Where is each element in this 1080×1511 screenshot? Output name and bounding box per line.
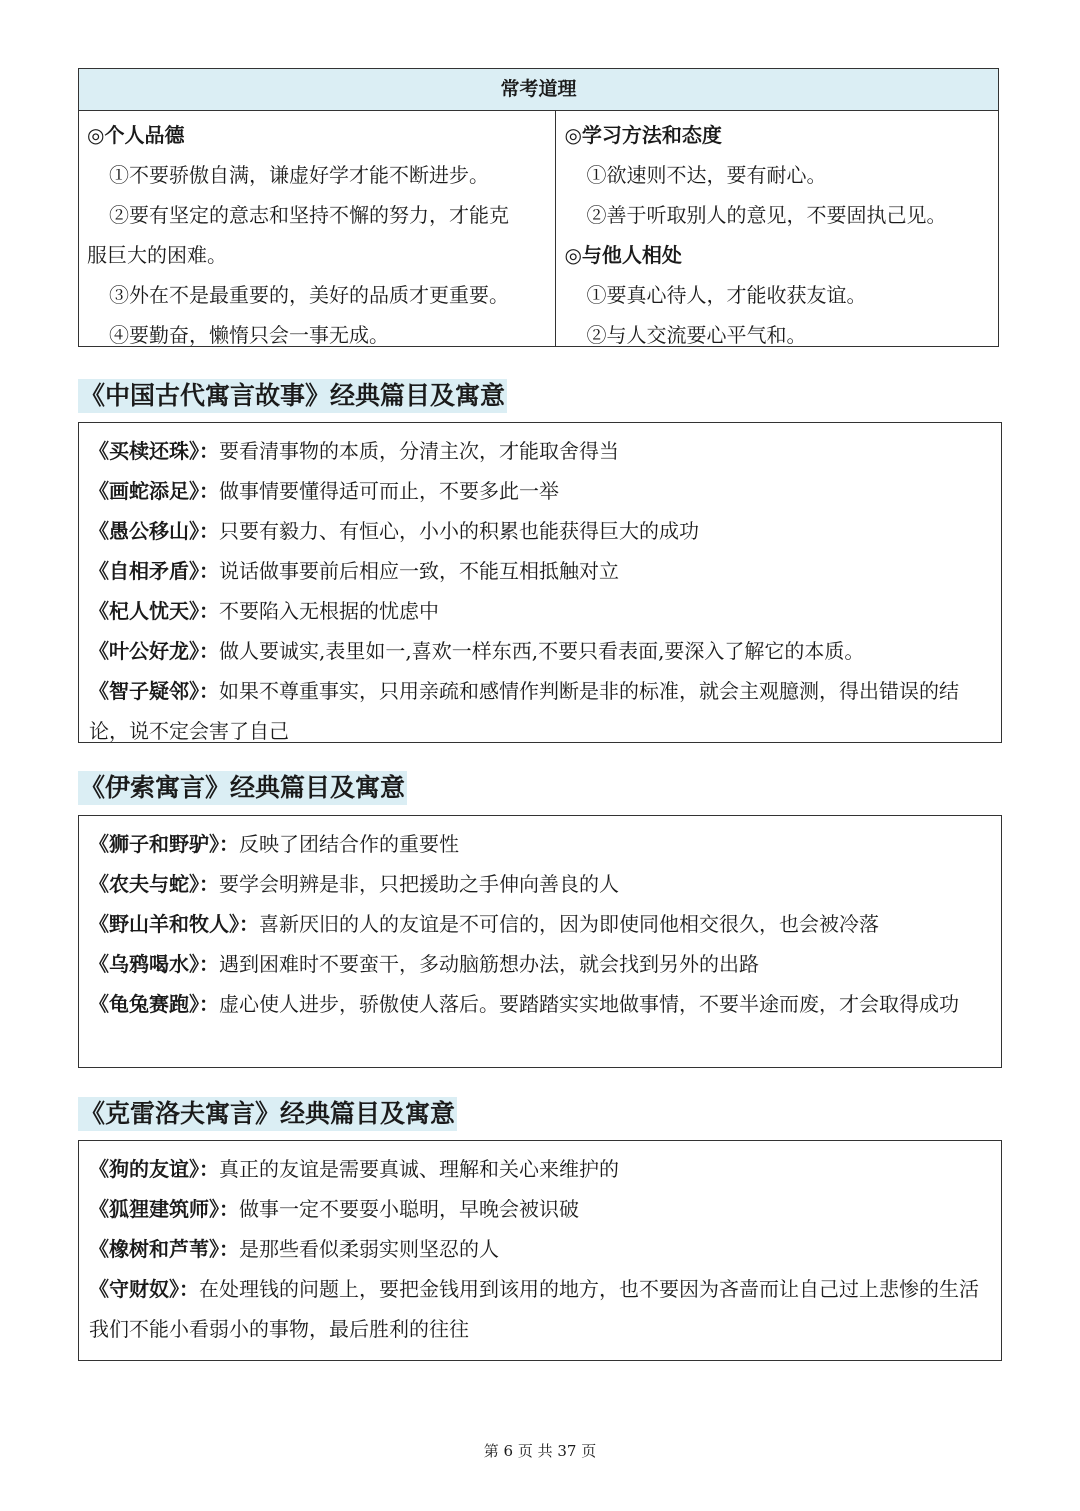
fable-moral: 如果不尊重事实，只用亲疏和感情作判断是非的标准，就会主观臆测，得出错误的结论，说不定会害了自己 xyxy=(89,679,959,743)
group-title: ◎与他人相处 xyxy=(564,243,682,267)
fable-title: 《愚公移山》： xyxy=(89,519,219,543)
fable-entry xyxy=(89,471,987,511)
list-item: ②善于听取别人的意见，不要固执己见。 xyxy=(586,203,947,227)
section-heading: 《克雷洛夫寓言》经典篇目及寓意 xyxy=(78,1097,457,1131)
fable-entry xyxy=(89,1269,987,1349)
fable-moral: 喜新厌旧的人的友谊是不可信的，因为即使同他相交很久，也会被冷落 xyxy=(259,912,879,936)
fable-entry xyxy=(89,671,987,751)
fable-title: 《乌鸦喝水》： xyxy=(89,952,219,976)
fable-moral: 要学会明辨是非，只把援助之手伸向善良的人 xyxy=(219,872,619,896)
fable-moral: 遇到困难时不要蛮干，多动脑筋想办法，就会找到另外的出路 xyxy=(219,952,759,976)
fable-moral: 在处理钱的问题上，要把金钱用到该用的地方，也不要因为吝啬而让自己过上悲惨的生活我们不能小看弱小的事物，最后胜利的往往 xyxy=(89,1277,979,1341)
fable-entry xyxy=(89,591,987,631)
fable-moral: 反映了团结合作的重要性 xyxy=(239,832,459,856)
fable-entry xyxy=(89,1189,987,1229)
fable-entry xyxy=(89,984,987,1024)
fable-moral: 说话做事要前后相应一致，不能互相抵触对立 xyxy=(219,559,619,583)
group-title: ◎个人品德 xyxy=(87,123,185,147)
fable-box-aesop xyxy=(78,815,1002,1068)
list-item: ②要有坚定的意志和坚持不懈的努力，才能克 xyxy=(109,203,509,227)
fable-box-chinese xyxy=(78,422,1002,743)
fable-moral: 不要陷入无根据的忧虑中 xyxy=(219,599,439,623)
fable-entry xyxy=(89,944,987,984)
list-item: ④要勤奋，懒惰只会一事无成。 xyxy=(109,323,389,347)
page-number: 第 6 页 共 37 页 xyxy=(483,1442,597,1460)
fable-title: 《橡树和芦苇》： xyxy=(89,1237,239,1261)
list-item: ①要真心待人，才能收获友谊。 xyxy=(586,283,867,307)
common-principles-table xyxy=(78,68,999,347)
fable-entry xyxy=(89,864,987,904)
fable-title: 《龟兔赛跑》： xyxy=(89,992,219,1016)
fable-moral: 做事情要懂得适可而止，不要多此一举 xyxy=(219,479,559,503)
fable-moral: 只要有毅力、有恒心，小小的积累也能获得巨大的成功 xyxy=(219,519,699,543)
fable-title: 《智子疑邻》： xyxy=(89,679,219,703)
fable-title: 《叶公好龙》： xyxy=(89,639,219,663)
fable-title: 《画蛇添足》： xyxy=(89,479,219,503)
fable-box-krylov xyxy=(78,1140,1002,1361)
study-and-social-column xyxy=(556,111,998,347)
fable-moral: 做人要诚实,表里如一,喜欢一样东西,不要只看表面,要深入了解它的本质。 xyxy=(219,639,865,663)
fable-entry xyxy=(89,1149,987,1189)
section-heading: 《中国古代寓言故事》经典篇目及寓意 xyxy=(78,379,507,413)
fable-entry xyxy=(89,431,987,471)
group-title: ◎学习方法和态度 xyxy=(564,123,722,147)
fable-entry xyxy=(89,904,987,944)
fable-entry xyxy=(89,1229,987,1269)
fable-title: 《狗的友谊》： xyxy=(89,1157,219,1181)
personal-virtue-column xyxy=(79,111,556,347)
fable-entry xyxy=(89,824,987,864)
list-item: ②与人交流要心平气和。 xyxy=(586,323,807,347)
list-item: ①不要骄傲自满，谦虚好学才能不断进步。 xyxy=(109,163,489,187)
table-header: 常考道理 xyxy=(79,69,998,111)
list-item: 服巨大的困难。 xyxy=(87,243,227,267)
fable-title: 《野山羊和牧人》： xyxy=(89,912,259,936)
list-item: ③外在不是最重要的，美好的品质才更重要。 xyxy=(109,283,509,307)
fable-moral: 真正的友谊是需要真诚、理解和关心来维护的 xyxy=(219,1157,619,1181)
fable-moral: 做事一定不要耍小聪明，早晚会被识破 xyxy=(239,1197,579,1221)
section-heading: 《伊索寓言》经典篇目及寓意 xyxy=(78,771,407,805)
fable-title: 《买椟还珠》： xyxy=(89,439,219,463)
fable-moral: 是那些看似柔弱实则坚忍的人 xyxy=(239,1237,499,1261)
fable-entry xyxy=(89,551,987,591)
fable-entry xyxy=(89,631,987,671)
fable-title: 《狮子和野驴》： xyxy=(89,832,239,856)
fable-title: 《自相矛盾》： xyxy=(89,559,219,583)
list-item: ①欲速则不达，要有耐心。 xyxy=(586,163,827,187)
fable-title: 《守财奴》： xyxy=(89,1277,199,1301)
fable-title: 《农夫与蛇》： xyxy=(89,872,219,896)
fable-moral: 要看清事物的本质，分清主次，才能取舍得当 xyxy=(219,439,619,463)
fable-title: 《狐狸建筑师》： xyxy=(89,1197,239,1221)
fable-moral: 虚心使人进步，骄傲使人落后。要踏踏实实地做事情，不要半途而废，才会取得成功 xyxy=(219,992,959,1016)
fable-entry xyxy=(89,511,987,551)
fable-title: 《杞人忧天》： xyxy=(89,599,219,623)
